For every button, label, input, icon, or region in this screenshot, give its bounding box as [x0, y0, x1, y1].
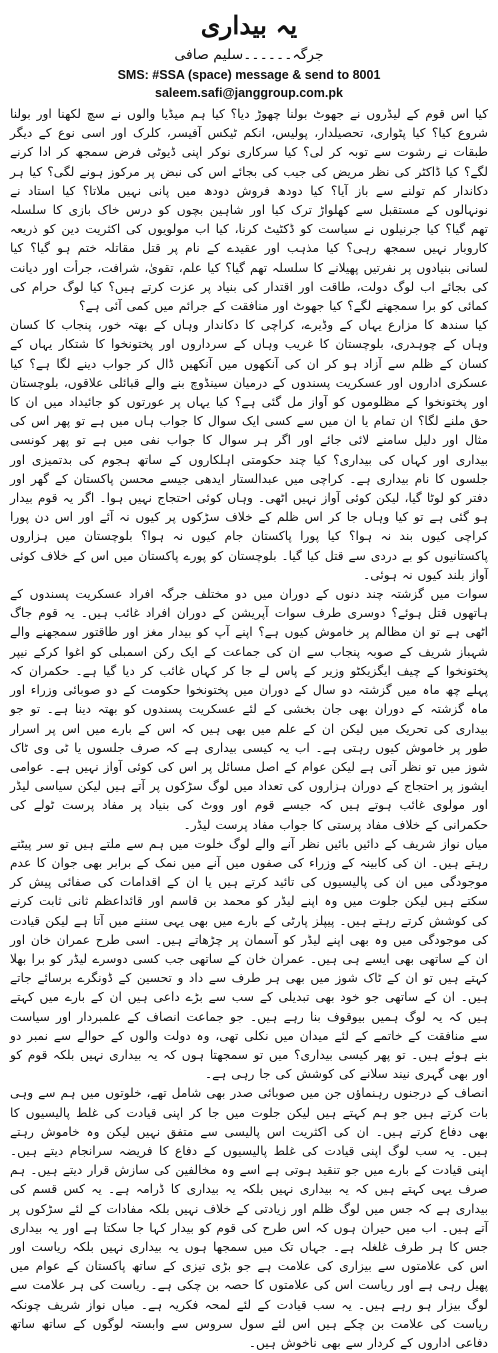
- paragraph: انصاف کے درجنوں رہنماؤں جن میں صوبائی صدر بھی شامل تھے، خلوتوں میں ہم سے وہی بات کرتے ہیں جو ہم کہتے ہیں لیکن جلوت میں جا کر اپنی قیادت کی غلط پالیسیوں کا بھی دفاع کرتے ہیں۔ ان کی اکثریت اس پالیسی سے متفق نہیں لیکن وہ خاموش رہتے ہیں۔ یہ سب لوگ اپنی قیادت کی غلط پالیسیوں کے دفاع کا فریضہ سرانجام دیتے ہیں۔ اپنی قیادت کے بارے میں جو تنقید ہوتی ہے اسے وہ مخالفین کی سازش قرار دیتے ہیں۔ ہم صرف یہی کہتے ہیں کہ یہ بیداری نہیں بلکہ یہ بیداری کا ڈرامہ ہے۔ یہ کس قسم کی بیداری ہے کہ جس میں لوگ ظلم اور زیادتی کے خلاف نہیں بلکہ مفادات کے لئے سڑکوں پر آتے ہیں۔ اب میں حیران ہوں کہ اس طرح کی قوم کو بیدار کہا جا سکتا ہے اور یہ بیداری جس کا ہر طرف غلغلہ ہے۔ جہاں تک میں سمجھا ہوں یہ بیداری نہیں بلکہ ریاست اور اس کی علامتوں سے بیزاری کی علامت ہے جو بڑی تیزی کے ساتھ پاکستان کے عوام میں پھیل رہی ہے اور ریاست اس کی علامتوں کا حصہ بن چکی ہے۔ ریاست کی ہر علامت سے لوگ بیزار ہو رہے ہیں۔ یہ سب قیادت کے لئے لمحہ فکریہ ہے۔ میاں نواز شریف چونکہ ریاست کی علامت بن چکے ہیں اس لئے سول سروس سے وابستہ لوگوں کے ساتھ ساتھ دفاعی اداروں کے کردار سے بھی ناخوش ہیں۔: [10, 1086, 488, 1350]
- paragraph: سوات میں گزشتہ چند دنوں کے دوران میں دو مختلف جرگہ افراد عسکریت پسندوں کے ہاتھوں قتل ہوئے؟ دوسری طرف سوات آپریشن کے دوران افراد غائب ہیں۔ یہ قوم جاگ اٹھی ہے تو ان مظالم پر خاموش کیوں ہے؟ اپنے آپ کو بیدار مغز اور طاقتور سمجھنے والے شہباز شریف کے صوبہ پنجاب سے ان کی جماعت کے ایک رکن اسمبلی کو اغوا کرکے نیپر پختونخوا کے چیف ایگزیکٹو وزیر کے پاس لے جا کر کہاں غائب کر دیا گیا ہے۔ حکمران کہ پہلے چھ ماہ میں گزشتہ دو سال کے دوران میں پختونخوا حکومت کے دو صوبائی وزراء اور ماہ گزشتہ کے دوران بھی جان بخشی کے لئے عسکریت پسندوں کو بھتہ دینا ہے۔ تو جو بیداری کی تحریک میں لیکن ان کے علم میں بھی ہیں کہ اس کے بارے میں اس پر اسرار طور پر خاموش کیوں رہتی ہے۔ اب یہ کیسی بیداری ہے کہ صرف جلسوں یا ٹی وی ٹاک شوز میں تو نظر آتی ہے لیکن عوام کے اصل مسائل پر اس کی کوئی آواز نہیں ہے۔ عوامی ایشوز پر احتجاج کے دوران ہزاروں کی تعداد میں لوگ سڑکوں پر آتے ہیں لیکن سیاسی لیڈر اور مولوی غائب ہوتے ہیں کہ جیسے قوم اور ووٹ کی بنیاد پر مفاد پرست ٹولے کی حکمرانی کے خلاف مفاد پرستی کا جواب مفاد پرست لیڈر۔: [10, 587, 488, 832]
- headline-container: [10, 8, 488, 44]
- paragraph: کیا سندھ کا مزارع یہاں کے وڈیرے، کراچی کا دکاندار وہاں کے بھتہ خور، پنجاب کا کسان وہاں کے چوہدری، بلوچستان کا غریب وہاں کے سرداروں اور پختونخوا کا شتکار یہاں کے کسان کے ظلم سے آزاد ہو کر ان کی آنکھوں میں آنکھیں ڈال کر جواب دینے لگا ہے؟ کیا عسکری اداروں اور عسکریت پسندوں کے درمیان سینڈوچ بنے والے قبائلی علاقوں، بلوچستان اور پختونخوا کے مظلوموں کو آواز مل گئی ہے؟ کیا یہاں پر عورتوں کو جائیداد میں ان کا حق ملنے لگا؟ ان تمام یا ان میں سے کسی ایک سوال کا جواب ہاں میں ہے تو پھر اس کی مثال اور دلیل سامنے لائی جائے اور اگر ہر سوال کا جواب نفی میں ہے تو پھر کونسی بیداری اور کہاں کی بیداری؟ کیا چند حکومتی اہلکاروں کے ساتھ ہجوم کی بدتمیزی اور جلسوں کا نام بیداری ہے۔ کراچی میں عبدالستار ایدھی جیسے محسن پاکستان کے گھر اور دفتر کو لوٹا گیا، لیکن کوئی آواز نہیں اٹھی۔ وہاں کوئی احتجاج نہیں ہوا۔ اگر یہ قوم بیدار ہو گئی ہے تو کیا وہاں جا کر اس ظلم کے خلاف سڑکوں پر کیوں نہ آئے اور اس دن پورا کراچی کیوں بند نہ ہوا؟ کیا پورا پاکستان جام کیوں نہ ہوا؟ بلوچستان میں ہزاروں پاکستانیوں کو بے دردی سے قتل کیا گیا۔ بلوچستان کو پورے پاکستان میں اس کے خلاف کوئی آواز بلند کیوں نہ ہوئی۔: [10, 318, 488, 582]
- byline: جرگہ۔۔۔۔۔۔سلیم صافی: [174, 47, 324, 63]
- author-email: saleem.safi@janggroup.com.pk: [155, 86, 343, 100]
- sms-instruction: SMS: #SSA (space) message & send to 8001: [117, 68, 381, 82]
- article-body: [10, 105, 488, 1353]
- paragraph: میاں نواز شریف کے دائیں بائیں نظر آنے والے لوگ خلوت میں ہم سے ملتے ہیں تو سر پیٹتے رہتے ہیں۔ ان کی کابینہ کے وزراء کی صفوں میں آنے میں نمک کے برابر بھی جوان کا عدم موجودگی میں ان کی پالیسیوں کی تائید کرتے ہیں یا ان کے اقدامات کی صفائی پیش کر سکتے ہیں لیکن جلوت میں وہ اپنے لیڈر کو محمد بن قاسم اور قائداعظم ثانی ثابت کرنے کی کوشش کرتے رہتے ہیں۔ پیپلز پارٹی کے بارے میں بھی یہی سننے میں آتا ہے لیکن قیادت کی موجودگی میں وہ بھی اپنے لیڈر کو آسمان پر چڑھاتے ہیں۔ اسی طرح عمران خان اور ان کے ساتھی بھی ایسے ہی ہیں۔ عمران خان کے ساتھی جب کسی دوسرے لیڈر کو برا بھلا کہتے ہیں تو ان کے ٹاک شوز میں بھی ہر طرف سے داد و تحسین کے ڈونگرے برسائے جاتے ہیں۔ ان کے ساتھی جو خود بھی تبدیلی کے سب سے بڑے داعی ہیں ان کے بارے میں کہتے ہیں کہ یہ لوگ ہمیں بیوقوف بنا رہے ہیں۔ جو جماعت انصاف کے علمبردار اور سیاست سے منافقت کے خاتمے کے لئے میدان میں نکلی تھی، وہ دولت والوں کے حوالے سے نمبر دو بنے ہوئے ہیں۔ تو پھر کیسی بیداری؟ میں تو سمجھتا ہوں کہ یہ بیداری نہیں بلکہ قوم کو اور بھی گہری نیند سلانے کی کوشش کی جا رہی ہے۔: [10, 836, 488, 1082]
- paragraph: کیا اس قوم کے لیڈروں نے جھوٹ بولنا چھوڑ دیا؟ کیا ہم میڈیا والوں نے سچ لکھنا اور بولنا شروع کیا؟ کیا پٹواری، تحصیلدار، پولیس، انکم ٹیکس آفیسر، کلرک اور اسی نوع کے دیگر طبقات نے رشوت سے توبہ کر لی؟ کیا سرکاری نوکر اپنی ڈیوٹی فرض سمجھ کر ادا کرنے لگے؟ کیا ڈاکٹر کی نظر مریض کی جیب کی بجائے اس کی نبض پر مرکوز ہونے لگی؟ کیا ہر دکاندار کم تولنے سے باز آیا؟ کیا دودھ فروش دودھ میں پانی نہیں ملاتا؟ کیا استاد نے نونہالوں کے مستقبل سے کھلواڑ ترک کیا اور شاہین بچوں کو درس خاک بازی کا سلسلہ تھم گیا؟ کیا جرنیلوں نے سیاست کو ڈکٹیٹ کرنا، کیا اب مولویوں کی اکثریت دین کو ذریعہ کاروبار نہیں سمجھ رہی؟ کیا مذہب اور عقیدے کے نام پر قتل مقاتلہ ختم ہو گیا؟ کیا لسانی بنیادوں پر نفرتیں پھیلانے کا سلسلہ تھم گیا؟ کیا علم، تقویٰ، شرافت، جرأت اور دیانت کی بجائے اب لوگ دولت، طاقت اور اقتدار کی بنیاد پر عزت کرتے ہیں؟ کیا لوگ حرام کی کمائی کو برا سمجھنے لگے؟ کیا جھوٹ اور منافقت کے جرائم میں کمی آئی ہے؟: [10, 107, 488, 314]
- article-title: یہ بیداری: [200, 11, 298, 40]
